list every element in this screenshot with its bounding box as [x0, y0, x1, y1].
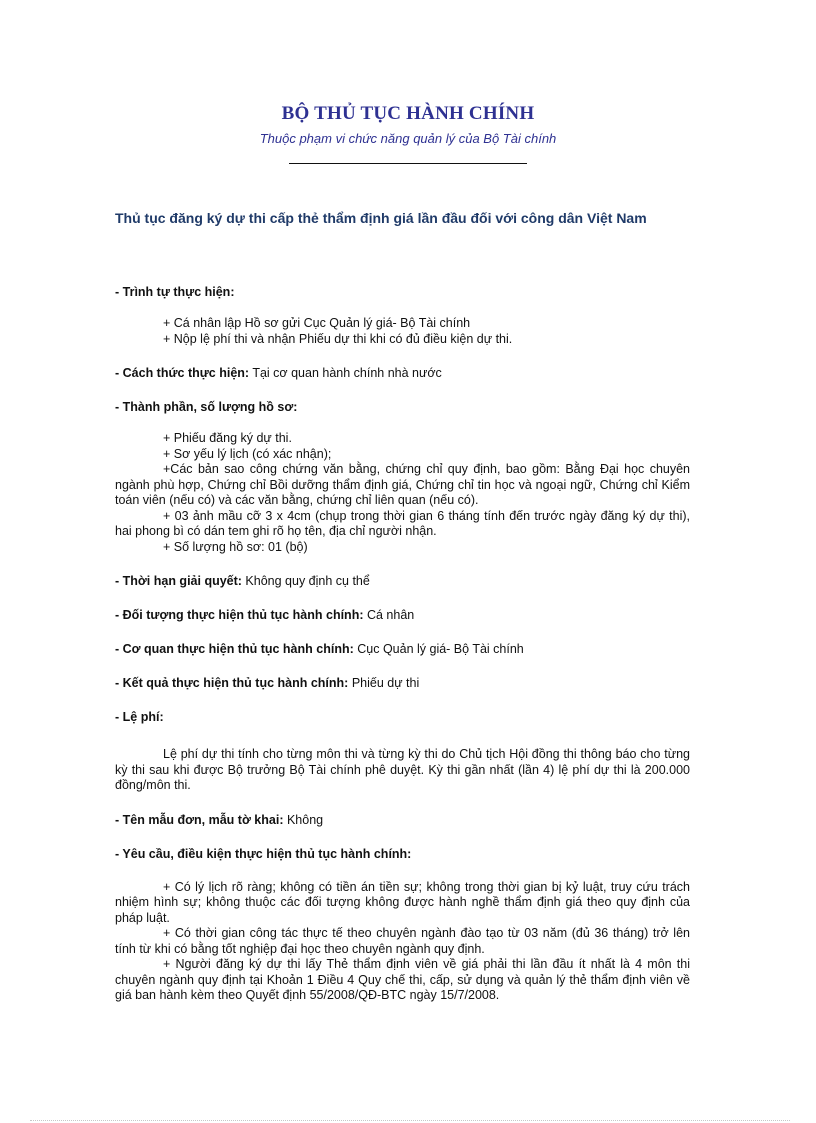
trinh-tu-list	[115, 316, 690, 347]
list-item: + Người đăng ký dự thi lấy Thẻ thẩm định viên về giá phải thi lần đầu ít nhất là 4 môn thi chuyên ngành quy định tại Khoản 1 Điều 4 Quy chế thi, cấp, sử dụng và quản lý thẻ thẩm định viên về giá ban hành kèm theo Quyết định 55/2008/QĐ-BTC ngày 15/7/2008.	[115, 957, 690, 1002]
section-label: - Trình tự thực hiện:	[115, 285, 235, 299]
list-item: +Các bản sao công chứng văn bằng, chứng chỉ quy định, bao gồm: Bằng Đại học chuyên ngành phù hợp, Chứng chỉ Bồi dưỡng thẩm định giá, Chứng chỉ tin học và ngoại ngữ, Chứng chỉ Kiểm toán viên (nếu có) và các văn bằng, chứng chỉ liên quan (nếu có).	[115, 462, 690, 507]
paragraph: Lệ phí dự thi tính cho từng môn thi và từng kỳ thi do Chủ tịch Hội đồng thi thông báo cho từng kỳ thi sau khi được Bộ trưởng Bộ Tài chính phê duyệt. Kỳ thi gần nhất (lần 4) lệ phí dự thi là 200.000 đồng/môn thi.	[115, 747, 690, 792]
section-trinh-tu	[115, 284, 690, 300]
list-item: + 03 ảnh mầu cỡ 3 x 4cm (chụp trong thời gian 6 tháng tính đến trước ngày đăng ký dự thi), hai phong bì có dán tem ghi rõ họ tên, địa chỉ người nhận.	[115, 508, 690, 538]
section-value: Tại cơ quan hành chính nhà nước	[249, 366, 442, 380]
section-label: - Đối tượng thực hiện thủ tục hành chính:	[115, 608, 364, 622]
section-label: - Thời hạn giải quyết:	[115, 574, 242, 588]
section-yeu-cau	[115, 846, 690, 862]
thanh-phan-list	[115, 431, 690, 555]
le-phi-body	[115, 747, 690, 794]
list-item: + Phiếu đăng ký dự thi.	[163, 431, 292, 445]
section-label: - Lệ phí:	[115, 710, 164, 724]
list-item: + Nộp lệ phí thi và nhận Phiếu dự thi khi có đủ điều kiện dự thi.	[163, 331, 513, 346]
list-item: + Có lý lịch rõ ràng; không có tiền án tiền sự; không trong thời gian bị kỷ luật, truy cứu trách nhiệm hình sự; không thuộc các đối tượng không được hành nghề thẩm định giá theo quy định của pháp luật.	[115, 879, 690, 925]
document-subtitle: Thuộc phạm vi chức năng quản lý của Bộ Tài chính	[259, 131, 557, 146]
page-bottom-divider	[30, 1120, 790, 1121]
title-divider	[289, 163, 527, 164]
section-label: - Tên mẫu đơn, mẫu tờ khai:	[115, 812, 284, 827]
section-label: - Cách thức thực hiện:	[115, 366, 250, 380]
section-value: Không quy định cụ thể	[241, 574, 370, 588]
section-label: - Thành phần, số lượng hồ sơ:	[115, 400, 298, 414]
procedure-title: Thủ tục đăng ký dự thi cấp thẻ thẩm định giá lần đầu đối với công dân Việt Nam	[115, 210, 647, 226]
list-item: + Số lượng hồ sơ: 01 (bộ)	[163, 539, 308, 554]
list-item: + Sơ yếu lý lịch (có xác nhận);	[163, 446, 332, 461]
section-le-phi	[115, 709, 690, 725]
yeu-cau-list	[115, 880, 690, 1004]
section-value: Phiếu dự thi	[348, 676, 420, 690]
section-co-quan	[115, 641, 690, 657]
list-item: + Cá nhân lập Hồ sơ gửi Cục Quản lý giá- Bộ Tài chính	[163, 316, 471, 330]
section-label: - Cơ quan thực hiện thủ tục hành chính:	[115, 642, 354, 656]
section-ket-qua	[115, 675, 690, 691]
section-value: Cá nhân	[363, 608, 415, 622]
section-cach-thuc	[115, 365, 690, 381]
list-item: + Có thời gian công tác thực tế theo chuyên ngành đào tạo từ 03 năm (đủ 36 tháng) trở lên tính từ khi có bằng tốt nghiệp đại học theo chuyên ngành quy định.	[115, 926, 690, 956]
section-thanh-phan	[115, 399, 690, 415]
section-thoi-han	[115, 573, 690, 589]
section-label: - Kết quả thực hiện thủ tục hành chính:	[115, 676, 349, 690]
document-title: BỘ THỦ TỤC HÀNH CHÍNH	[281, 103, 535, 124]
section-doi-tuong	[115, 607, 690, 623]
document-body	[115, 284, 690, 1004]
section-value: Không	[283, 812, 324, 827]
section-label: - Yêu cầu, điều kiện thực hiện thủ tục hành chính:	[115, 846, 412, 861]
section-value: Cục Quản lý giá- Bộ Tài chính	[353, 642, 524, 656]
section-mau-don	[115, 812, 690, 828]
